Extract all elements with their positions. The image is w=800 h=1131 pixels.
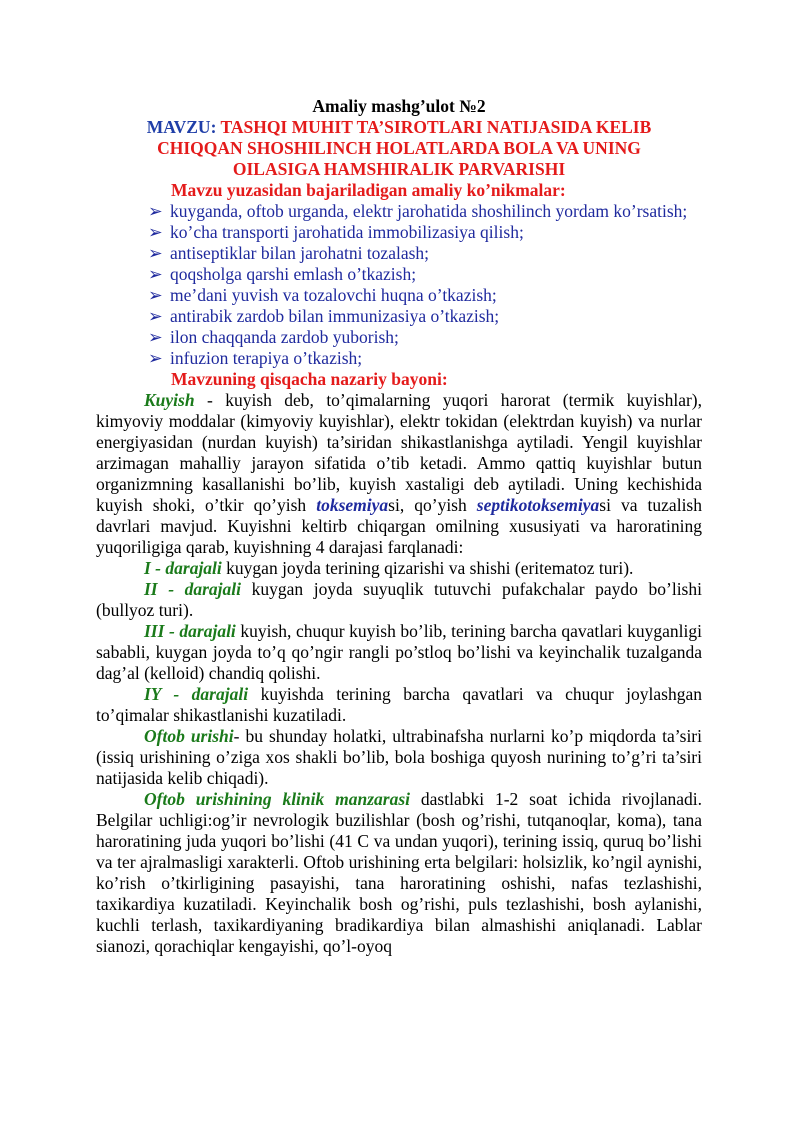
arrow-bullet-icon: ➢ bbox=[148, 327, 163, 347]
term-septikotoksemiya: septikotoksemiya bbox=[476, 495, 600, 515]
list-item: ➢ infuzion terapiya o’tkazish; bbox=[148, 348, 363, 368]
mavzu-label: MAVZU: bbox=[146, 117, 217, 137]
paragraph-clinical-picture: Oftob urishining klinik manzarasi dastlabki 1-2 soat ichida rivojlanadi. Belgilar uchligi:og’ir nevrologik buzilishlar (bosh og’rishi, tutqanoqlar, koma), tana haroratining juda yuqori bo’lishi (41 C va undan yuqori), terining issiq, quruq bo’lishi va ter ajralmasligi xarakterli. Oftob urishining erta belgilari: holsizlik, ko’ngil aynishi, ko’rish o’tkirligining pasayishi, tana haroratining oshishi, nafas tezlashishi, taxikardiya kuzatiladi. Keyinchalik bosh og’rishi, puls tezlashishi, bosh aylanishi, kuchli terlash, taxikardiyaning bradikardiya bilan almashishi aniqlanadi. Lablar sianozi, qorachiqlar kengayishi, qo’l-oyoq bbox=[96, 789, 703, 956]
topic-heading bbox=[96, 117, 702, 180]
list-item: ➢ antirabik zardob bilan immunizasiya o’tkazish; bbox=[148, 306, 500, 326]
list-item: ➢ me’dani yuvish va tozalovchi huqna o’tkazish; bbox=[148, 285, 497, 305]
arrow-bullet-icon: ➢ bbox=[148, 201, 163, 221]
term-degree-1: I - darajali bbox=[144, 558, 222, 578]
skills-list bbox=[96, 201, 702, 369]
list-item: ➢ qoqsholga qarshi emlash o’tkazish; bbox=[148, 264, 417, 284]
term-degree-4: IY - darajali bbox=[144, 684, 249, 704]
paragraph-degree-4: IY - darajali kuyishda terining barcha qavatlari va chuqur joylashgan to’qimalar shikastlanishi kuzatiladi. bbox=[96, 684, 703, 725]
topic-line-3: OILASIGA HAMSHIRALIK PARVARISHI bbox=[232, 159, 566, 179]
paragraph-degree-3: III - darajali kuyish, chuqur kuyish bo’lib, terining barcha qavatlari kuyganligi sababli, kuygan joyda to’q qo’ngir rangli po’stloq bo’lishi va keyinchalik tuzalganda dag’al (kelloid) chandiq qolishi. bbox=[96, 621, 703, 683]
document-page bbox=[96, 96, 702, 957]
arrow-bullet-icon: ➢ bbox=[148, 243, 163, 263]
list-item: ➢ antiseptiklar bilan jarohatni tozalash; bbox=[148, 243, 430, 263]
theory-heading: Mavzuning qisqacha nazariy bayoni: bbox=[171, 369, 448, 389]
topic-line-1: TASHQI MUHIT TA’SIROTLARI NATIJASIDA KELIB bbox=[220, 117, 652, 137]
term-oftob-urishi: Oftob urishi bbox=[144, 726, 234, 746]
list-item: ➢ ilon chaqqanda zardob yuborish; bbox=[148, 327, 399, 347]
page-title: Amaliy mashg’ulot №2 bbox=[312, 96, 486, 116]
skills-heading: Mavzu yuzasidan bajariladigan amaliy ko’nikmalar: bbox=[171, 180, 566, 200]
topic-line-2: CHIQQAN SHOSHILINCH HOLATLARDA BOLA VA UNING bbox=[157, 138, 641, 158]
arrow-bullet-icon: ➢ bbox=[148, 264, 163, 284]
term-degree-3: III - darajali bbox=[144, 621, 236, 641]
list-item: ➢ ko’cha transporti jarohatida immobilizasiya qilish; bbox=[148, 222, 524, 242]
arrow-bullet-icon: ➢ bbox=[148, 222, 163, 242]
term-kuyish: Kuyish bbox=[144, 390, 195, 410]
arrow-bullet-icon: ➢ bbox=[148, 348, 163, 368]
arrow-bullet-icon: ➢ bbox=[148, 306, 163, 326]
list-item: ➢ kuyganda, oftob urganda, elektr jarohatida shoshilinch yordam ko’rsatish; bbox=[148, 201, 688, 221]
paragraph-sunstroke: Oftob urishi- bu shunday holatki, ultrabinafsha nurlarni ko’p miqdorda ta’siri (issiq urishining o’ziga xos shakli bo’lib, bola boshiga quyosh nurining to’g’ri ta’siri natijasida kelib chiqadi). bbox=[96, 726, 702, 788]
paragraph-burns: Kuyish - kuyish deb, to’qimalarning yuqori harorat (termik kuyishlar), kimyoviy moddalar (kimyoviy kuyishlar), elektr tokidan (elektrdan kuyish) va nurlar energiyasidan (nurdan kuyish) ta’siridan shikastlanishga aytiladi. Yengil kuyishlar arzimagan mahalliy jarayon sifatida o’tib ketadi. Ammo qattiq kuyishlar butun organizmning kasallanishi bo’lib, kuyish xastaligi deb aytiladi. Uning kechishida kuyish shoki, o’tkir qo’yish toksemiyasi, qo’yish septikotoksemiyasi va tuzalish davrlari mavjud. Kuyishni keltirb chiqargan omilning xususiyati va haroratining yuqoriligiga qarab, kuyishning 4 darajasi farqlanadi: bbox=[96, 390, 702, 557]
term-degree-2: II - darajali bbox=[144, 579, 242, 599]
term-klinik-manzara: Oftob urishining klinik manzarasi bbox=[144, 789, 411, 809]
paragraph-degree-1: I - darajali kuygan joyda terining qizarishi va shishi (eritematoz turi). bbox=[144, 558, 634, 578]
arrow-bullet-icon: ➢ bbox=[148, 285, 163, 305]
paragraph-degree-2: II - darajali kuygan joyda suyuqlik tutuvchi pufakchalar paydo bo’lishi (bullyoz turi). bbox=[96, 579, 702, 620]
term-toksemiya: toksemiya bbox=[316, 495, 389, 515]
